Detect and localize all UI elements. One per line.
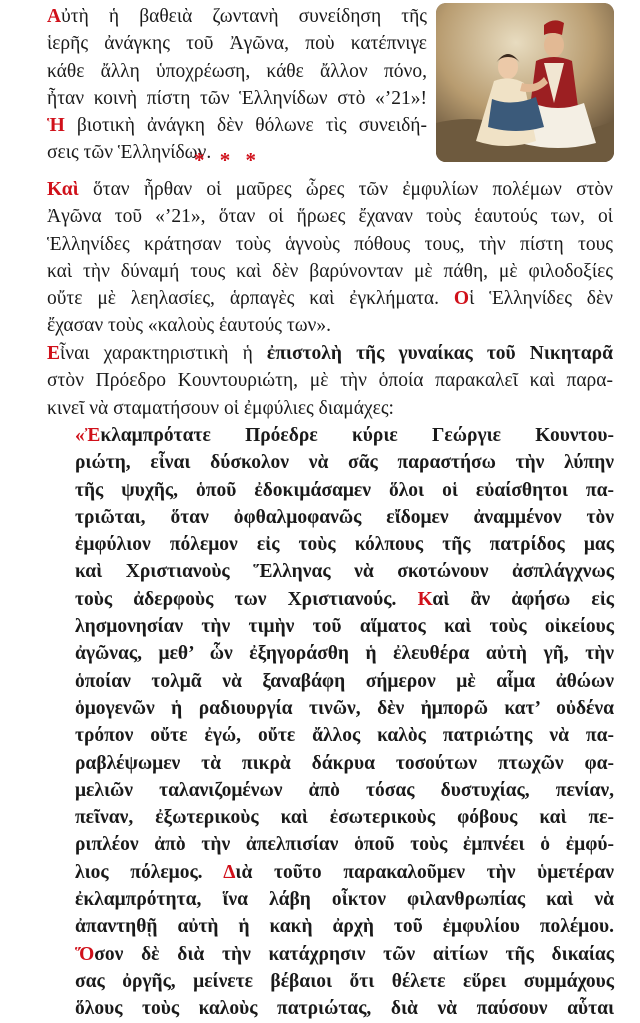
text-line: σας ὀργῆς, μείνετε βέβαιοι ὅτι θέλετε εὕρει συμμάχους: [75, 970, 614, 992]
letter-reference: ἐπιστολὴ τῆς γυναίκας τοῦ Νικηταρᾶ: [266, 343, 613, 364]
text-line: ὅλους τοὺς καλοὺς πατριώτας, διὰ νὰ παύσουν αὗται: [75, 998, 614, 1020]
text-line: Ἀγῶνα τοῦ «’21», ὅταν οἱ ἥρωες ἔχαναν τοὺς ἑαυτούς των, οἱ: [47, 206, 613, 228]
text-line: Καὶ ὅταν ἦρθαν οἱ μαῦρες ὧρες τῶν ἐμφυλίων πολέμων στὸν: [47, 179, 613, 200]
text-line: ἔχασαν τοὺς «καλοὺς ἑαυτούς των».: [47, 315, 331, 337]
drop-initial: Κ: [417, 588, 433, 610]
text-line: Ὅσον δὲ διὰ τὴν κατάχρησιν τῶν αἰτίων τῆς δικαίας: [75, 943, 614, 965]
text-line: ραβλέψωμεν τὰ πικρὰ δάκρυα τοσούτων πτωχῶν φα-: [75, 752, 614, 774]
quoted-letter: [75, 422, 614, 1023]
drop-initial: «Ἐ: [75, 425, 101, 446]
text-line: τριῶται, ὅταν ὀφθαλμοφανῶς εἴδομεν ἀναμμένον τὸν: [75, 506, 614, 528]
drop-initial: Ὅ: [75, 943, 95, 965]
drop-initial: Ο: [453, 288, 470, 310]
text-line: τρόπον οὔτε ἐγώ, οὔτε ἄλλος καλὸς πατριώτης νὰ πα-: [75, 725, 614, 747]
text-line: ὁμογενῶν ἡ ραδιουργία τινῶν, δὲν ἠμπορῶ κατ’ οὐδένα: [75, 697, 614, 719]
text-line: Ἑλληνίδες κράτησαν τοὺς ἁγνοὺς πόθους τους, τὴν πίστη τους: [47, 233, 613, 255]
painting-illustration: [436, 3, 614, 162]
text-line: λιος πόλεμος. Διὰ τοῦτο παρακαλοῦμεν τὴν ὑμετέραν: [75, 861, 614, 883]
drop-initial: Ε: [47, 343, 61, 364]
drop-initial: Α: [47, 6, 62, 27]
text-line: λησμονησίαν τὴν τιμὴν τοῦ αἵματος καὶ τοὺς οἰκείους: [75, 616, 614, 638]
text-line: ἀγῶνας, μεθ’ ὧν ἐξηγοράσθη ἡ ἐλευθέρα αὐτὴ γῆ, τὴν: [75, 643, 614, 665]
text-line: σεις τῶν Ἑλληνίδων.: [47, 142, 212, 164]
intro-paragraph: [47, 3, 427, 167]
text-line: ἦταν κοινὴ πίστη τῶν Ἑλληνίδων στὸ «’21»!: [47, 87, 427, 109]
text-line: ριώτη, εἶναι δύσκολον νὰ σᾶς παραστήσω τὴν λύπην: [75, 452, 614, 474]
text-line: στὸν Πρόεδρο Κουντουριώτη, μὲ τὴν ὁποία παρακαλεῖ καὶ παρα-: [47, 370, 613, 392]
paragraph-civil-wars: [47, 176, 613, 340]
text-line: Εἶναι χαρακτηριστικὴ ἡ ἐπιστολὴ τῆς γυναίκας τοῦ Νικηταρᾶ: [47, 343, 613, 364]
paragraph-letter-intro: [47, 340, 613, 422]
drop-initial: Καὶ: [47, 179, 79, 200]
text-line: τοὺς ἀδερφοὺς των Χριστιανούς. Καὶ ἂν ἀφήσω εἰς: [75, 588, 614, 610]
text-line: οὔτε μὲ λεηλασίες, ἁρπαγὲς καὶ ἐγκλήματα. Οἱ Ἑλληνίδες δὲν: [47, 288, 614, 310]
text-line: ἐκλαμπρότητα, ἵνα λάβη οἶκτον φιλανθρωπίας καὶ νὰ: [75, 889, 614, 911]
section-separator: * * *: [194, 148, 261, 172]
text-line: μελιῶν ταλανιζομένων ἀπὸ τόσας δυστυχίας, πενίαν,: [75, 779, 614, 801]
text-line: καὶ τὴν δύναμή τους καὶ δὲν βαρύνονταν μὲ πάθη, μὲ φιλοδοξίες: [47, 260, 613, 282]
drop-initial: Ἡ: [47, 115, 65, 137]
text-line: κινεῖ νὰ σταματήσουν οἱ ἐμφύλιες διαμάχες:: [47, 397, 394, 419]
text-line: κάθε ἄλλη ὑποχρέωση, κάθε ἄλλον πόνο,: [47, 60, 427, 82]
text-line: «Ἐκλαμπρότατε Πρόεδρε κύριε Γεώργιε Κουντου-: [75, 425, 614, 446]
text-line: ἀπαντηθῇ αὐτὴ ἡ κακὴ ἀρχὴ τοῦ ἐμφυλίου πολέμου.: [75, 916, 614, 938]
text-line: ἐμφύλιον πόλεμον εἰς τοὺς κόλπους τῆς πατρίδος μας: [75, 534, 614, 556]
text-line: Ἡ βιοτικὴ ἀνάγκη δὲν θόλωνε τὶς συνειδή-: [47, 115, 427, 137]
text-line: πεῖναν, ἐξωτερικοὺς καὶ ἐσωτερικοὺς φόβους καὶ πε-: [75, 807, 614, 829]
text-line: καὶ Χριστιανοὺς Ἕλληνας νὰ σκοτώνουν ἀσπλάγχνως: [75, 561, 614, 583]
text-line: ὁποίαν τολμᾶ νὰ ξαναβάφη σήμερον μὲ αἷμα ἀθώων: [75, 670, 614, 692]
text-line: τῆς ψυχῆς, ὁποῦ ἐδοκιμάσαμεν ὅλοι οἱ εὐαίσθητοι πα-: [75, 479, 614, 501]
text-line: ριπλέον ἀπὸ τὴν ἀπελπισίαν ὁποῦ τοὺς ἐμπνέει ὁ ἐμφύ-: [75, 834, 614, 856]
text-line: ἱερῆς ἀνάγκης τοῦ Ἀγῶνα, ποὺ κατέπνιγε: [47, 33, 427, 55]
text-line: Αὐτὴ ἡ βαθειὰ ζωντανὴ συνείδηση τῆς: [47, 6, 427, 27]
drop-initial: Δ: [223, 861, 236, 883]
